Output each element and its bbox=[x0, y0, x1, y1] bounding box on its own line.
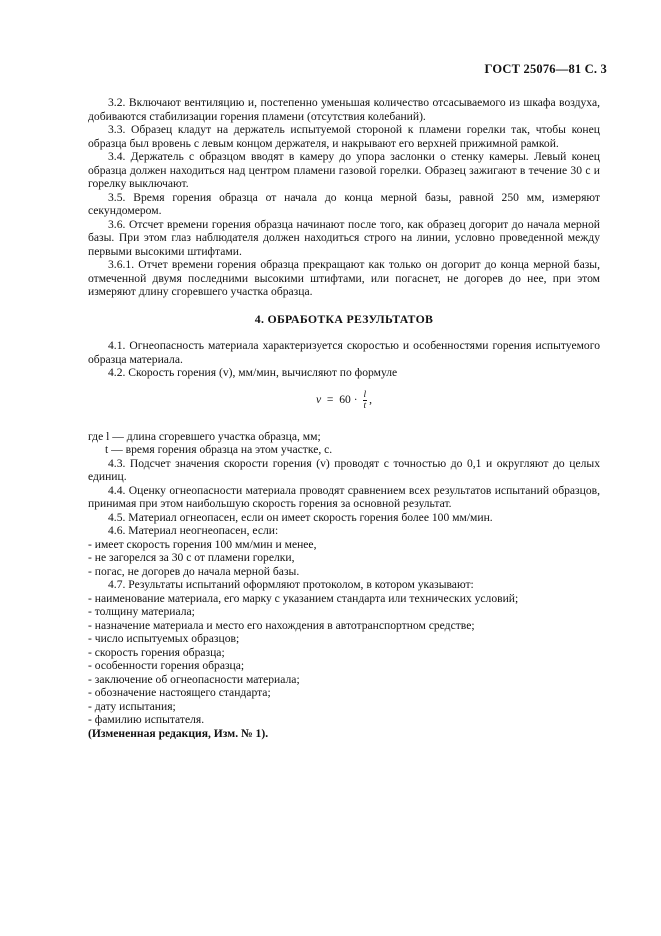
list-item: - скорость горения образца; bbox=[88, 645, 225, 659]
formula-where-t: t — время горения образца на этом участке, с. bbox=[105, 443, 333, 456]
formula-tail: , bbox=[369, 392, 373, 406]
list-item: - обозначение настоящего стандарта; bbox=[88, 686, 271, 699]
list-item: - имеет скорость горения 100 мм/мин и менее, bbox=[88, 537, 317, 551]
paragraph-4-6: 4.6. Материал неогнеопасен, если: bbox=[108, 524, 279, 537]
section-heading: 4. ОБРАБОТКА РЕЗУЛЬТАТОВ bbox=[254, 311, 434, 326]
paragraph-3-6-1: 3.6.1. Отчет времени горения образца прекращают как только он догорит до конца мерной базы, отмеченной двумя последними высокими штифтами, или погаснет, не догорев до нее, при этом измеряют длину сгоревшего участка образца. bbox=[88, 258, 600, 298]
paragraph-4-3: 4.3. Подсчет значения скорости горения (v) проводят с точностью до 0,1 и округляют до целых единиц. bbox=[88, 456, 600, 483]
paragraph-3-6: 3.6. Отсчет времени горения образца начинают после того, как образец догорит до начала мерной базы. При этом глаз наблюдателя должен находиться строго на линии, условно проведенной между первыми высокими штифтами. bbox=[88, 217, 600, 258]
paragraph-3-5: 3.5. Время горения образца от начала до конца мерной базы, равной 250 мм, измеряют секундомером. bbox=[88, 190, 600, 217]
paragraph-4-7: 4.7. Результаты испытаний оформляют протоколом, в котором указывают: bbox=[108, 578, 474, 591]
list-item: - наименование материала, его марку с указанием стандарта или технических условий; bbox=[88, 591, 519, 605]
formula-coefficient: 60 · bbox=[339, 392, 358, 406]
list-item: - погас, не догорев до начала мерной базы. bbox=[88, 564, 300, 578]
formula-denominator: t bbox=[363, 400, 367, 411]
paragraph-3-3: 3.3. Образец кладут на держатель испытуемой стороной к пламени горелки так, чтобы конец образца был вровень с левым концом держателя, и накрывают его верхней прижимной рамкой. bbox=[88, 123, 600, 150]
formula bbox=[88, 390, 600, 416]
formula-lhs: v bbox=[315, 392, 322, 406]
formula-fraction bbox=[363, 390, 368, 411]
document-body bbox=[88, 96, 600, 740]
paragraph-4-2: 4.2. Скорость горения (v), мм/мин, вычисляют по формуле bbox=[108, 366, 398, 379]
list-item: - дату испытания; bbox=[88, 699, 176, 713]
list-item: - заключение об огнеопасности материала; bbox=[88, 672, 300, 686]
list-item: - особенности горения образца; bbox=[88, 659, 245, 672]
paragraph-3-2: 3.2. Включают вентиляцию и, постепенно уменьшая количество отсасываемого из шкафа воздуха, добиваются стабилизации горения пламени (отсутствия колебаний). bbox=[88, 96, 600, 123]
paragraph-4-5: 4.5. Материал огнеопасен, если он имеет скорость горения более 100 мм/мин. bbox=[108, 510, 493, 524]
formula-numerator: l bbox=[363, 389, 367, 400]
list-item: - толщину материала; bbox=[88, 605, 195, 618]
formula-equals: = bbox=[326, 392, 334, 406]
formula-where-l: где l — длина сгоревшего участка образца, мм; bbox=[88, 429, 321, 443]
list-item: - число испытуемых образцов; bbox=[88, 632, 240, 645]
paragraph-4-4: 4.4. Оценку огнеопасности материала проводят сравнением всех результатов испытаний образцов, принимая при этом наибольшую скорость горения за основной результат. bbox=[88, 483, 600, 510]
list-item: - назначение материала и место его нахождения в автотранспортном средстве; bbox=[88, 618, 475, 632]
page-header: ГОСТ 25076—81 С. 3 bbox=[484, 62, 607, 76]
amendment-note: (Измененная редакция, Изм. № 1). bbox=[88, 726, 269, 740]
paragraph-4-1: 4.1. Огнеопасность материала характеризуется скоростью и особенностями горения испытуемого образца материала. bbox=[88, 339, 600, 366]
paragraph-3-4: 3.4. Держатель с образцом вводят в камеру до упора заслонки о стенку камеры. Левый конец образца должен находиться над центром пламени газовой горелки. Образец зажигают в течение 30 с и горелку выключают. bbox=[88, 150, 600, 190]
list-item: - не загорелся за 30 с от пламени горелки, bbox=[88, 551, 295, 564]
list-item: - фамилию испытателя. bbox=[88, 713, 205, 726]
